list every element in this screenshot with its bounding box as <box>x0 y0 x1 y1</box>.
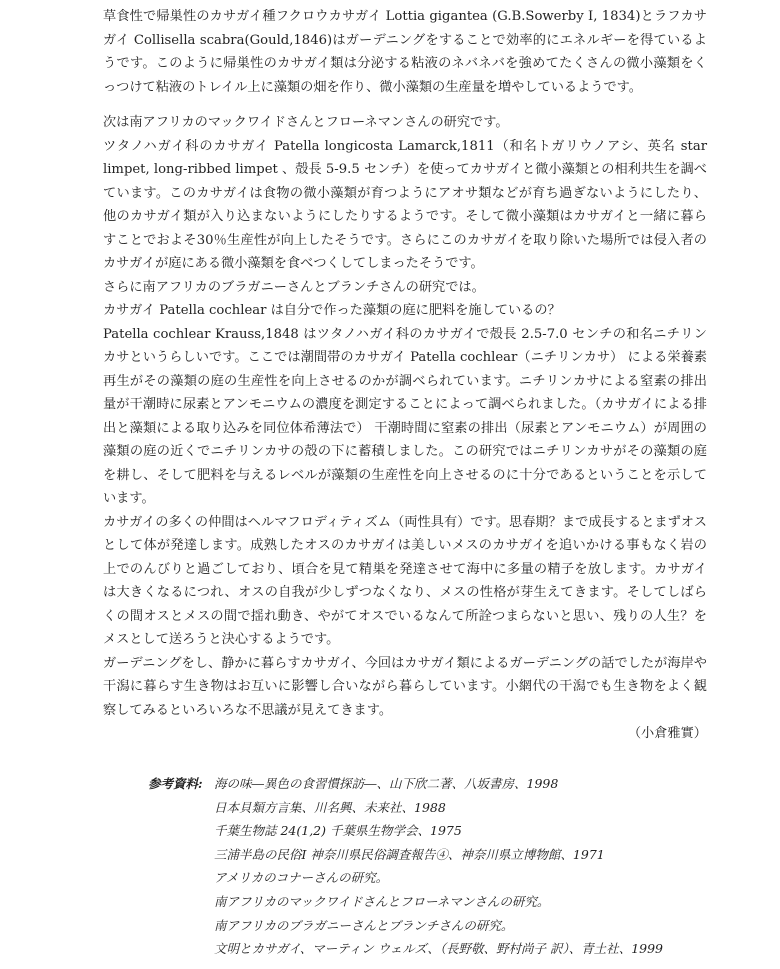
article-body <box>103 5 707 746</box>
reference-item <box>148 772 748 796</box>
paragraph-study-intro: 次は南アフリカのマックワイドさんとフローネマンさんの研究です。 <box>103 115 509 130</box>
author-signature: （小倉雅實） <box>627 726 707 741</box>
paragraph-question: カサガイ Patella cochlear は自分で作った藻類の庭に肥料を施しているの？ <box>103 303 561 318</box>
references-section <box>148 772 748 961</box>
reference-text: 海の味―異色の食習慣探訪―、山下欣二著、八坂書房、1998 <box>214 776 559 791</box>
reference-item: 日本貝類方言集、川名興、未来社、1988 <box>214 799 446 815</box>
paragraph-conclusion: ガーデニングをし、静かに暮らすカサガイ、今回はカサガイ類によるガーデニングの話でしたが海岸や干潟に暮らす生き物はお互いに影響し合いながら暮らしています。小網代の干潟でも生き物をよく観察してみるといろいろな不思議が見えてきます。 <box>103 655 707 718</box>
paragraph-patella-cochlear: Patella cochlear Krauss,1848 はツタノハガイ科のカサガイで殻長 2.5-7.0 センチの和名ニチリンカサというらしいです。ここでは潮間帯のカサガイ Patella cochlear（ニチリンカサ） による栄養素再生がその藻類の庭の生産性を向上させるのかが調べられています。ニチリンカサによる窒素の排出量が干潮時に尿素とアンモニウムの濃度を測定することによって調べられました。（カサガイによる排出と藻類による取り込みを同位体希薄法で） 干潮時間に窒素の排出（尿素とアンモニウム）が周囲の藻類の庭の近くでニチリンカサの殻の下に蓄積しました。この研究ではニチリンカサがその藻類の庭を耕し、そして肥料を与えるレベルが藻類の生産性を向上させるのに十分であるということを示しています。 <box>103 326 707 506</box>
reference-item: アメリカのコナーさんの研究。 <box>214 870 389 886</box>
reference-item: 三浦半島の民俗Ⅰ 神奈川県民俗調査報告④、神奈川県立博物館、1971 <box>214 846 605 862</box>
paragraph-gardening-intro: 草食性で帰巣性のカサガイ種フクロウカサガイ Lottia gigantea (G.B.Sowerby I, 1834)とラフカサガイ Collisella scabra(Gould,1846)はガーデニングをすることで効率的にエネルギーを得ているようです。このように帰巣性のカサガイ類は分泌する粘液のネバネバを強めてたくさんの微小藻類をくっつけて粘液のトレイル上に藻類の畑を作り、微小藻類の生産量を増やしているようです。 <box>103 9 707 95</box>
paragraph-patella-longicosta: ツタノハガイ科のカサガイ Patella longicosta Lamarck,1811（和名トガリウノアシ、英名 star limpet, long-ribbed limpet 、殻長 5-9.5 センチ）を使ってカサガイと微小藻類との相利共生を調べています。このカサガイは食物の微小藻類が育つようにアオサ類などが育ち過ぎないようにしたり、他のカサガイ類が入り込まないようにしたりするようです。そして微小藻類はカサガイと一緒に暮らすことでおよそ30％生産性が向上したそうです。さらにこのカサガイを取り除いた場所では侵入者のカサガイが庭にある微小藻類を食べつくしてしまったそうです。 <box>103 138 707 271</box>
paragraph-hermaphroditism: カサガイの多くの仲間はヘルマフロディティズム（両性具有）です。思春期？まで成長するとまずオスとして体が発達します。成熟したオスのカサガイは美しいメスのカサガイを追いかける事もなく岩の上でのんびりと過ごしており、頃合を見て精巣を発達させて海中に多量の精子を放します。カサガイは大きくなるにつれ、オスの自我が少しずつなくなり、メスの性格が芽生えてきます。そしてしばらくの間オスとメスの間で揺れ動き、やがてオスでいるなんて所詮つまらないと思い、残りの人生？をメスとして送ろうと決心するようです。 <box>103 514 707 647</box>
reference-item: 文明とカサガイ、マーティン ウェルズ、（長野敬、野村尚子 訳）、青土社、1999 <box>214 941 664 957</box>
paragraph-second-study: さらに南アフリカのブラガニーさんとブランチさんの研究では。 <box>103 279 485 295</box>
reference-item: 南アフリカのブラガニーさんとブランチさんの研究。 <box>214 917 514 933</box>
reference-item: 南アフリカのマックワイドさんとフローネマンさんの研究。 <box>214 893 550 909</box>
references-label: 参考資料: <box>148 776 203 791</box>
reference-item: 千葉生物誌 24(1,2) 千葉県生物学会、1975 <box>214 823 462 839</box>
